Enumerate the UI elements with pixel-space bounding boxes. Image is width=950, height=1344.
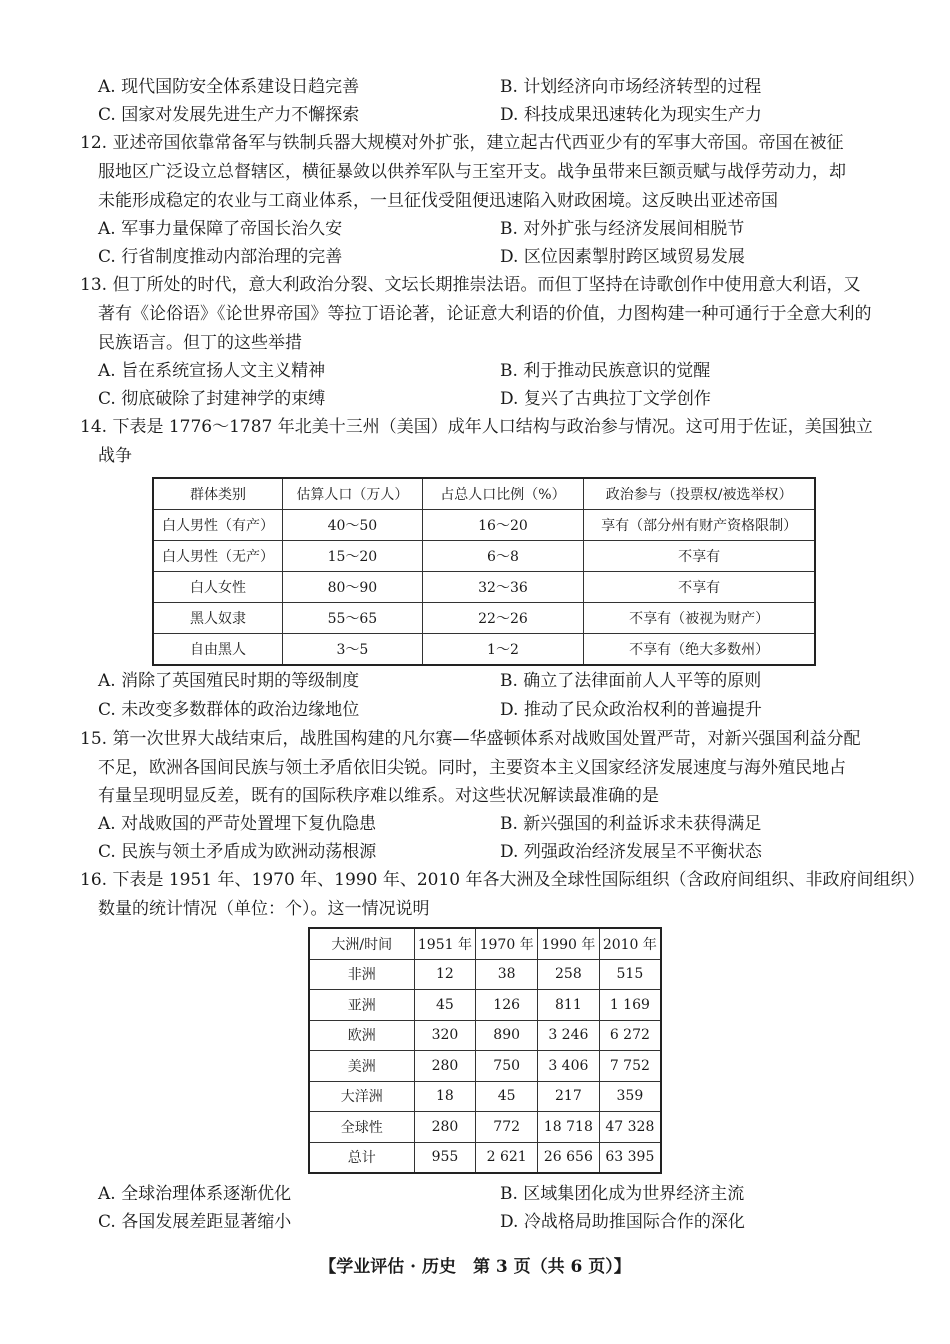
table-cell: 63 395 — [599, 1142, 661, 1173]
table-cell: 白人女性 — [153, 572, 283, 603]
table-header-row — [153, 478, 815, 510]
q16-option-a: A. 全球治理体系逐渐优化 — [98, 1184, 292, 1204]
q13-option-d: D. 复兴了古典拉丁文学创作 — [500, 389, 711, 409]
table-cell: 3 406 — [538, 1051, 600, 1082]
table-cell: 不享有 — [584, 541, 815, 572]
table-row — [153, 603, 815, 634]
q13-stem-line1: 13. 但丁所处的时代，意大利政治分裂、文坛长期推崇法语。而但丁坚持在诗歌创作中使用意大利语，又 — [80, 275, 861, 295]
q15-stem-line1: 15. 第一次世界大战结束后，战胜国构建的凡尔赛—华盛顿体系对战败国处置严苛，对新兴强国利益分配 — [80, 729, 861, 749]
table-cell: 3～5 — [283, 634, 423, 666]
q13-stem-line2: 著有《论俗语》《论世界帝国》等拉丁语论著，论证意大利语的价值，力图构建一种可通行于全意大利的 — [98, 304, 872, 324]
q13-stem-line3: 民族语言。但丁的这些举措 — [98, 333, 302, 353]
table-cell: 40～50 — [283, 510, 423, 541]
table-cell: 280 — [414, 1051, 476, 1082]
q14-option-b: B. 确立了法律面前人人平等的原则 — [500, 671, 762, 691]
table-cell: 7 752 — [599, 1051, 661, 1082]
table-cell: 黑人奴隶 — [153, 603, 283, 634]
table-header-row — [309, 928, 661, 959]
table-cell: 欧洲 — [309, 1020, 414, 1051]
table-header-cell: 政治参与（投票权/被选举权） — [584, 478, 815, 510]
q13-option-a: A. 旨在系统宣扬人文主义精神 — [98, 361, 326, 381]
table-cell: 515 — [599, 959, 661, 990]
table-cell: 217 — [538, 1081, 600, 1112]
table-row — [309, 1051, 661, 1082]
table-cell: 2 621 — [476, 1142, 538, 1173]
table-header-cell: 2010 年 — [599, 928, 661, 959]
table-cell: 126 — [476, 990, 538, 1021]
q11-option-c: C. 国家对发展先进生产力不懈探索 — [98, 105, 360, 125]
q15-option-b: B. 新兴强国的利益诉求未获得满足 — [500, 814, 762, 834]
q14-option-d: D. 推动了民众政治权利的普遍提升 — [500, 700, 762, 720]
table-cell: 6 272 — [599, 1020, 661, 1051]
table-row — [153, 634, 815, 666]
q12-option-b: B. 对外扩张与经济发展间相脱节 — [500, 219, 745, 239]
table-cell: 280 — [414, 1112, 476, 1143]
table-cell: 359 — [599, 1081, 661, 1112]
table-cell: 16～20 — [422, 510, 584, 541]
q12-stem-line2: 服地区广泛设立总督辖区，横征暴敛以供养军队与王室开支。战争虽带来巨额贡赋与战俘劳动力，却 — [98, 162, 846, 182]
table-cell: 811 — [538, 990, 600, 1021]
table-cell: 6～8 — [422, 541, 584, 572]
q15-option-c: C. 民族与领土矛盾成为欧洲动荡根源 — [98, 842, 377, 862]
page-footer: 【学业评估 · 历史 第 3 页（共 6 页）】 — [319, 1257, 631, 1277]
table-cell: 55～65 — [283, 603, 423, 634]
table-cell: 47 328 — [599, 1112, 661, 1143]
q12-stem-line1: 12. 亚述帝国依靠常备军与铁制兵器大规模对外扩张，建立起古代西亚少有的军事大帝国。帝国在被征 — [80, 133, 844, 153]
table-cell: 自由黑人 — [153, 634, 283, 666]
table-cell: 45 — [476, 1081, 538, 1112]
q13-option-b: B. 利于推动民族意识的觉醒 — [500, 361, 711, 381]
table-cell: 45 — [414, 990, 476, 1021]
table-row — [309, 1142, 661, 1173]
q12-option-c: C. 行省制度推动内部治理的完善 — [98, 247, 343, 267]
table-row — [309, 959, 661, 990]
q14-option-a: A. 消除了英国殖民时期的等级制度 — [98, 671, 360, 691]
table-row — [309, 1020, 661, 1051]
table-cell: 不享有（被视为财产） — [584, 603, 815, 634]
table-header-cell: 1970 年 — [476, 928, 538, 959]
q16-option-c: C. 各国发展差距显著缩小 — [98, 1212, 292, 1232]
q15-option-d: D. 列强政治经济发展呈不平衡状态 — [500, 842, 762, 862]
table-cell: 大洋洲 — [309, 1081, 414, 1112]
table-cell: 38 — [476, 959, 538, 990]
table-row — [309, 990, 661, 1021]
q16-option-d: D. 冷战格局助推国际合作的深化 — [500, 1212, 745, 1232]
table-header-cell: 1990 年 — [538, 928, 600, 959]
q14-stem-line1: 14. 下表是 1776～1787 年北美十三州（美国）成年人口结构与政治参与情况。这可用于佐证，美国独立 — [80, 417, 873, 437]
table-cell: 750 — [476, 1051, 538, 1082]
table-cell: 890 — [476, 1020, 538, 1051]
table-cell: 18 718 — [538, 1112, 600, 1143]
table-cell: 美洲 — [309, 1051, 414, 1082]
table-cell: 1 169 — [599, 990, 661, 1021]
table-cell: 享有（部分州有财产资格限制） — [584, 510, 815, 541]
q12-option-d: D. 区位因素掣肘跨区域贸易发展 — [500, 247, 745, 267]
table-cell: 亚洲 — [309, 990, 414, 1021]
q14-population-table — [152, 477, 816, 666]
table-cell: 15～20 — [283, 541, 423, 572]
table-cell: 320 — [414, 1020, 476, 1051]
table-cell: 不享有（绝大多数州） — [584, 634, 815, 666]
q11-option-d: D. 科技成果迅速转化为现实生产力 — [500, 105, 762, 125]
table-cell: 白人男性（有产） — [153, 510, 283, 541]
table-row — [153, 572, 815, 603]
table-cell: 772 — [476, 1112, 538, 1143]
table-row — [153, 541, 815, 572]
q12-option-a: A. 军事力量保障了帝国长治久安 — [98, 219, 343, 239]
table-cell: 全球性 — [309, 1112, 414, 1143]
q16-option-b: B. 区域集团化成为世界经济主流 — [500, 1184, 745, 1204]
table-cell: 白人男性（无产） — [153, 541, 283, 572]
table-cell: 80～90 — [283, 572, 423, 603]
q15-stem-line2: 不足，欧洲各国间民族与领土矛盾依旧尖锐。同时，主要资本主义国家经济发展速度与海外殖民地占 — [98, 758, 846, 778]
table-row — [309, 1112, 661, 1143]
q15-option-a: A. 对战败国的严苛处置埋下复仇隐患 — [98, 814, 377, 834]
q15-stem-line3: 有量呈现明显反差，既有的国际秩序难以维系。对这些状况解读最准确的是 — [98, 786, 659, 806]
q14-option-c: C. 未改变多数群体的政治边缘地位 — [98, 700, 360, 720]
q16-stem-line2: 数量的统计情况（单位：个）。这一情况说明 — [98, 899, 430, 919]
q11-option-a: A. 现代国防安全体系建设日趋完善 — [98, 77, 360, 97]
q12-stem-line3: 未能形成稳定的农业与工商业体系，一旦征伐受阻便迅速陷入财政困境。这反映出亚述帝国 — [98, 191, 778, 211]
table-cell: 18 — [414, 1081, 476, 1112]
table-cell: 总计 — [309, 1142, 414, 1173]
q16-stem-line1: 16. 下表是 1951 年、1970 年、1990 年、2010 年各大洲及全球性国际组织（含政府间组织、非政府间组织） — [80, 870, 925, 890]
table-cell: 非洲 — [309, 959, 414, 990]
q14-stem-line2: 战争 — [98, 446, 132, 466]
table-row — [309, 1081, 661, 1112]
table-cell: 3 246 — [538, 1020, 600, 1051]
table-header-cell: 群体类别 — [153, 478, 283, 510]
table-cell: 26 656 — [538, 1142, 600, 1173]
table-header-cell: 1951 年 — [414, 928, 476, 959]
q11-option-b: B. 计划经济向市场经济转型的过程 — [500, 77, 762, 97]
q13-option-c: C. 彻底破除了封建神学的束缚 — [98, 389, 326, 409]
table-row — [153, 510, 815, 541]
table-cell: 258 — [538, 959, 600, 990]
table-cell: 32～36 — [422, 572, 584, 603]
table-cell: 955 — [414, 1142, 476, 1173]
q16-organization-table — [308, 927, 662, 1174]
table-cell: 1～2 — [422, 634, 584, 666]
table-header-cell: 大洲/时间 — [309, 928, 414, 959]
table-header-cell: 估算人口（万人） — [283, 478, 423, 510]
table-cell: 22～26 — [422, 603, 584, 634]
table-cell: 12 — [414, 959, 476, 990]
table-header-cell: 占总人口比例（%） — [422, 478, 584, 510]
table-cell: 不享有 — [584, 572, 815, 603]
